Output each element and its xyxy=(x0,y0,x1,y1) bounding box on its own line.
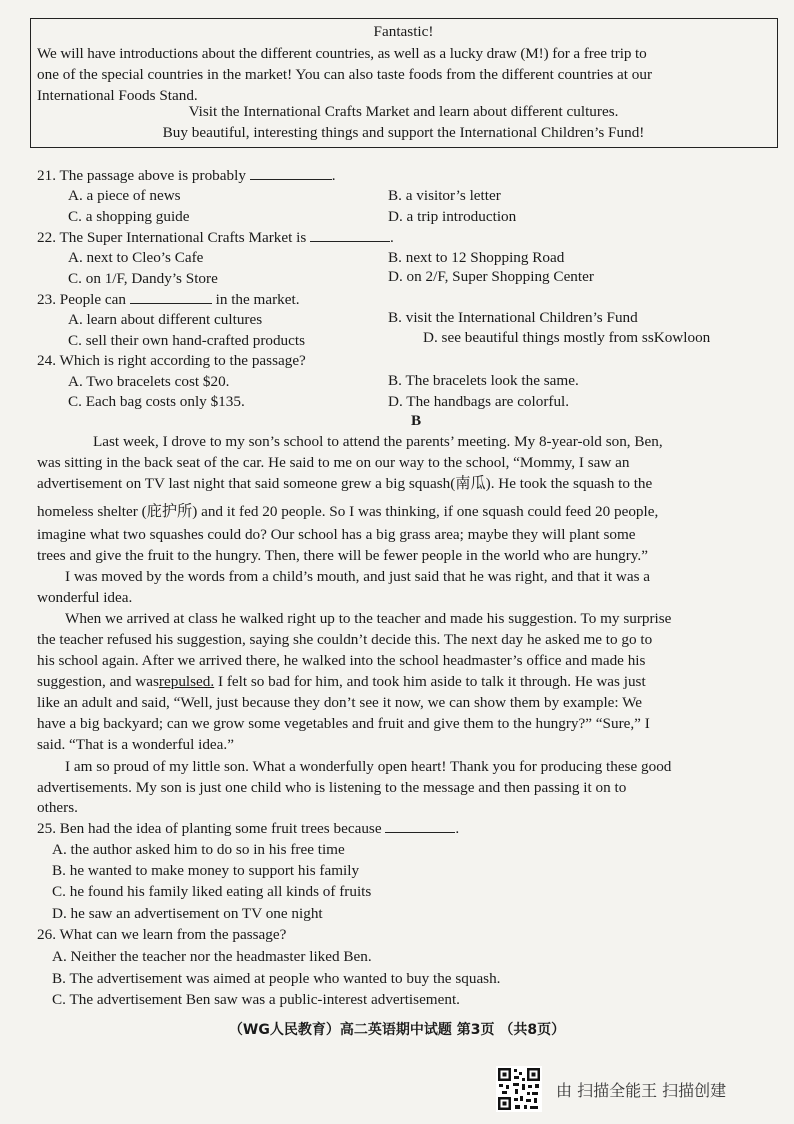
ad-line-5: Buy beautiful, interesting things and support the International Children’s Fund! xyxy=(162,124,645,141)
option-25-d: D. he saw an advertisement on TV one night xyxy=(52,905,323,922)
option-26-a: A. Neither the teacher nor the headmaster liked Ben. xyxy=(52,948,372,965)
question-stem: 21. The passage above is probably xyxy=(37,167,246,184)
passage-line: When we arrived at class he walked right up to the teacher and made his suggestion. To my surprise xyxy=(65,610,672,627)
option-21-c: C. a shopping guide xyxy=(68,208,190,225)
option-23-b: B. visit the International Children’s Fund xyxy=(388,309,638,326)
passage-line: have a big backyard; can we grow some vegetables and fruit and give them to the hungry?” “Sure,” I xyxy=(37,715,650,732)
passage-line: I am so proud of my little son. What a wonderfully open heart! Thank you for producing these good xyxy=(65,758,672,775)
question-stem: 25. Ben had the idea of planting some fruit trees because xyxy=(37,820,382,837)
passage-line: others. xyxy=(37,799,78,816)
passage-line: homeless shelter (庇护所) and it fed 20 people. So I was thinking, if one squash could feed 20 people, xyxy=(37,503,659,520)
option-21-b: B. a visitor’s letter xyxy=(388,187,501,204)
question-21: 21. The passage above is probably . xyxy=(37,167,336,184)
option-21-d: D. a trip introduction xyxy=(388,208,517,225)
question-26: 26. What can we learn from the passage? xyxy=(37,926,287,943)
ad-heading: Fantastic! xyxy=(373,23,434,40)
passage-line: was sitting in the back seat of the car. He said to me on our way to the school, “Mommy, I saw an xyxy=(37,454,630,471)
answer-blank xyxy=(250,165,332,180)
option-24-c: C. Each bag costs only $135. xyxy=(68,393,245,410)
question-stem: 23. People can xyxy=(37,291,126,308)
answer-blank xyxy=(130,289,212,304)
option-25-b: B. he wanted to make money to support his family xyxy=(52,862,360,879)
question-24: 24. Which is right according to the passage? xyxy=(37,352,306,369)
ad-line-4: Visit the International Crafts Market and learn about different cultures. xyxy=(188,103,619,120)
option-22-b: B. next to 12 Shopping Road xyxy=(388,249,565,266)
option-25-c: C. he found his family liked eating all kinds of fruits xyxy=(52,883,372,900)
option-24-b: B. The bracelets look the same. xyxy=(388,372,579,389)
question-23: 23. People can in the market. xyxy=(37,291,300,308)
passage-line: like an adult and said, “Well, just because they don’t see it now, we can show them by example: We xyxy=(37,694,643,711)
question-25: 25. Ben had the idea of planting some fruit trees because . xyxy=(37,820,460,837)
question-22: 22. The Super International Crafts Market is . xyxy=(37,229,394,246)
answer-blank xyxy=(310,227,390,242)
qr-code-icon xyxy=(496,1066,542,1112)
passage-line: wonderful idea. xyxy=(37,589,133,606)
page-footer: （WG人民教育）高二英语期中试题 第3页 （共8页） xyxy=(228,1022,566,1038)
option-26-c: C. The advertisement Ben saw was a public-interest advertisement. xyxy=(52,991,460,1008)
passage-line: trees and give the fruit to the hungry. Then, there will be fewer people in the world who are hungry.” xyxy=(37,547,648,564)
option-24-d: D. The handbags are colorful. xyxy=(388,393,570,410)
option-25-a: A. the author asked him to do so in his free time xyxy=(52,841,345,858)
passage-line: advertisement on TV last night that said someone grew a big squash(南瓜). He took the squash to the xyxy=(37,475,653,492)
passage-line: said. “That is a wonderful idea.” xyxy=(37,736,234,753)
ad-line-2: one of the special countries in the market! You can also taste foods from the different countries at our xyxy=(37,66,653,83)
scanner-watermark: 由 扫描全能王 扫描创建 xyxy=(556,1081,727,1100)
passage-line: I was moved by the words from a child’s mouth, and just said that he was right, and that it was a xyxy=(65,568,651,585)
option-22-a: A. next to Cleo’s Cafe xyxy=(68,249,204,266)
option-26-b: B. The advertisement was aimed at people who wanted to buy the squash. xyxy=(52,970,501,987)
question-stem: 22. The Super International Crafts Market is xyxy=(37,229,307,246)
passage-line: imagine what two squashes could do? Our school has a big grass area; maybe they will plant some xyxy=(37,526,636,543)
passage-line: his school again. After we arrived there, he walked into the school headmaster’s office and made his xyxy=(37,652,646,669)
ad-line-3: International Foods Stand. xyxy=(37,87,198,104)
underlined-word-repulsed: repulsed. xyxy=(158,673,215,690)
option-21-a: A. a piece of news xyxy=(68,187,181,204)
answer-blank xyxy=(385,818,455,833)
passage-line: Last week, I drove to my son’s school to attend the parents’ meeting. My 8-year-old son, Ben, xyxy=(93,433,663,450)
option-22-c: C. on 1/F, Dandy’s Store xyxy=(68,270,218,287)
option-23-d: D. see beautiful things mostly from ssKowloon xyxy=(423,329,711,346)
option-24-a: A. Two bracelets cost $20. xyxy=(68,373,230,390)
passage-line: the teacher refused his suggestion, saying she couldn’t decide this. The next day he asked me to go to xyxy=(37,631,653,648)
option-23-a: A. learn about different cultures xyxy=(68,311,263,328)
ad-line-1: We will have introductions about the different countries, as well as a lucky draw (M!) for a free trip to xyxy=(37,45,647,62)
passage-line: suggestion, and wasrepulsed. I felt so bad for him, and took him aside to talk it through. He was just xyxy=(37,673,646,690)
option-23-c: C. sell their own hand-crafted products xyxy=(68,332,306,349)
advertisement-box xyxy=(30,18,778,148)
passage-line: advertisements. My son is just one child who is listening to the message and then passing it on to xyxy=(37,779,627,796)
section-b-label: B xyxy=(411,412,422,429)
option-22-d: D. on 2/F, Super Shopping Center xyxy=(388,268,594,285)
